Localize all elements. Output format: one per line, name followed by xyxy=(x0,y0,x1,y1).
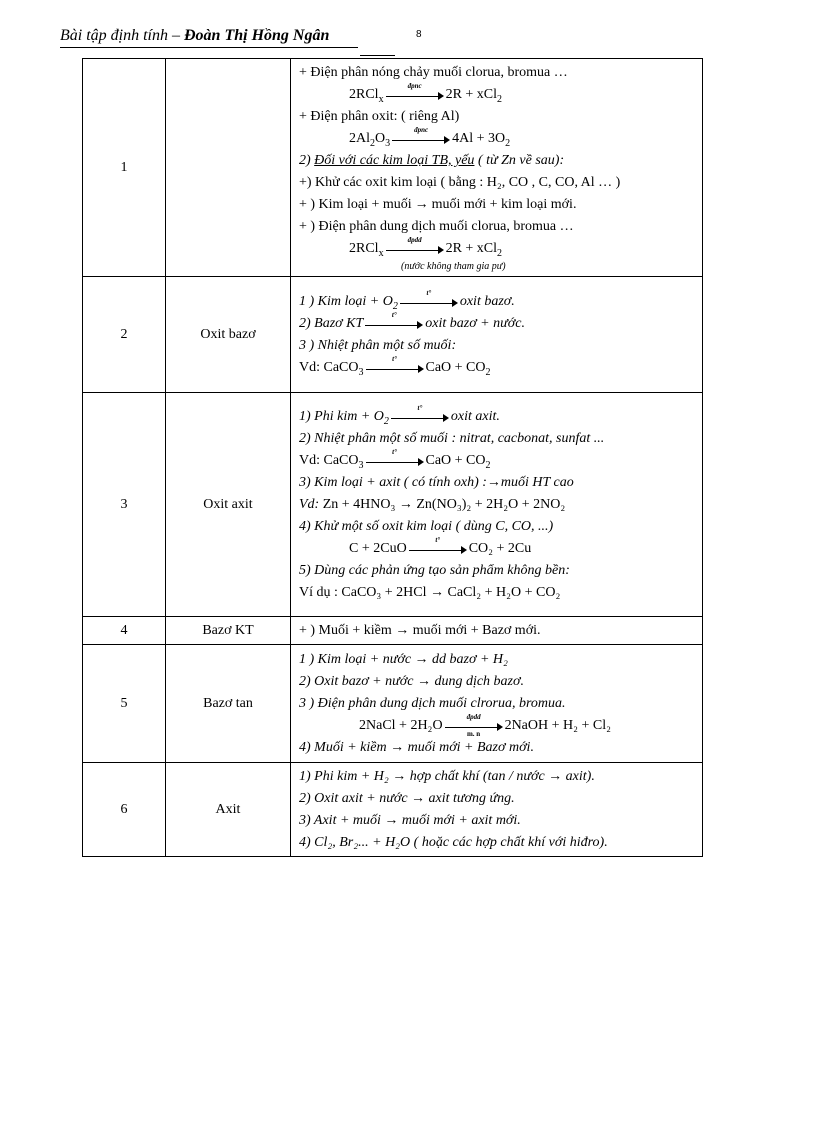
line: 1) Phi kim + $O_2$ t° oxit axit. xyxy=(299,403,500,427)
row-label: Bazơ tan xyxy=(166,645,291,763)
line: 1 ) Kim loại + $O_2$ t° oxit bazơ. xyxy=(299,288,515,312)
line: + Điện phân nóng chảy muối clorua, bromua … xyxy=(299,65,568,80)
equation: C + 2CuO t° CO₂ + 2Cu xyxy=(349,535,532,556)
line: 4) Muối + kiềm → muối mới + Bazơ mới. xyxy=(299,740,534,755)
table-row xyxy=(83,617,703,645)
arrow-icon: t° xyxy=(366,361,424,375)
line: 4) Cl₂, Br₂... + H₂O ( hoặc các hợp chất khí với hiđro). xyxy=(299,835,608,850)
row-label: Oxit bazơ xyxy=(166,277,291,393)
line: 1) Phi kim + H₂ → hợp chất khí (tan / nước → axit). xyxy=(299,769,595,784)
equation: Vd: CaCO$_3$ t° CaO + $CO_2$ xyxy=(299,447,491,471)
line: 3) Axit + muối → muối mới + axit mới. xyxy=(299,813,521,828)
table-row xyxy=(83,763,703,857)
line: 2) Oxit axit + nước → axit tương ứng. xyxy=(299,791,515,806)
line: 2) Bazơ KT t° oxit bazơ + nước. xyxy=(299,310,525,331)
line: + ) Muối + kiềm → muối mới + Bazơ mới. xyxy=(299,623,541,638)
line: 2) Nhiệt phân một số muối : nitrat, cacbonat, sunfat ... xyxy=(299,431,605,446)
row-content xyxy=(291,617,703,645)
line: + Điện phân oxit: ( riêng Al) xyxy=(299,109,460,124)
line: 3 ) Nhiệt phân một số muối: xyxy=(299,338,457,353)
equation: Vd: CaCO$_3$ t° CaO + $CO_2$ xyxy=(299,354,491,378)
line: + ) Điện phân dung dịch muối clorua, bromua … xyxy=(299,219,574,234)
row-content xyxy=(291,59,703,277)
line: 2) Oxit bazơ + nước → dung dịch bazơ. xyxy=(299,674,524,689)
arrow-icon: t° xyxy=(409,542,467,556)
arrow-icon: đpdd xyxy=(386,242,444,256)
line: +) Khử các oxit kim loại ( bằng : H₂, CO , C, CO, Al … ) xyxy=(299,175,621,190)
arrow-icon: t° xyxy=(366,454,424,468)
row-number: 2 xyxy=(83,277,166,393)
header-underline xyxy=(60,47,358,48)
equation: Vd: Zn + 4HNO₃ → Zn(NO₃)₂ + 2H₂O + 2NO₂ xyxy=(299,497,566,512)
page-number: 8 xyxy=(416,29,422,40)
equation: Ví dụ : CaCO₃ + 2HCl → CaCl₂ + H₂O + CO₂ xyxy=(299,585,561,600)
row-content xyxy=(291,277,703,393)
line: 5) Dùng các phản ứng tạo sản phẩm không bền: xyxy=(299,563,570,578)
table-row xyxy=(83,277,703,393)
arrow-icon: đpnc xyxy=(392,132,450,146)
arrow-icon: t° xyxy=(365,317,423,331)
row-number: 6 xyxy=(83,763,166,857)
line: 4) Khử một số oxit kim loại ( dùng C, CO, ...) xyxy=(299,519,554,534)
row-number: 3 xyxy=(83,393,166,617)
arrow-icon: t° xyxy=(391,410,449,424)
row-label: Bazơ KT xyxy=(166,617,291,645)
equation: 2RCl$_x$ đpdd 2R + xCl$_2$ xyxy=(349,235,503,259)
row-content xyxy=(291,645,703,763)
header-author: Đoàn Thị Hồng Ngân xyxy=(184,27,330,44)
row-label xyxy=(166,59,291,277)
line: 3 ) Điện phân dung dịch muối clrorua, bromua. xyxy=(299,696,566,711)
equation: $2Al_2O_3$ đpnc $4Al + 3O_2$ xyxy=(349,125,511,149)
equation: 2RCl$_x$ đpnc 2R + xCl$_2$ xyxy=(349,81,503,105)
line: 1 ) Kim loại + nước → dd bazơ + H₂ xyxy=(299,652,508,667)
arrow-icon: t° xyxy=(400,295,458,309)
equation: 2NaCl + 2H₂O đpdd m. n 2NaOH + H₂ + Cl₂ xyxy=(359,712,611,738)
row-label: Axit xyxy=(166,763,291,857)
table-row xyxy=(83,645,703,763)
row-number: 4 xyxy=(83,617,166,645)
page-header xyxy=(60,27,329,45)
content-table xyxy=(82,58,703,857)
row-content xyxy=(291,393,703,617)
table-row xyxy=(83,393,703,617)
row-label: Oxit axit xyxy=(166,393,291,617)
row-content xyxy=(291,763,703,857)
header-rule xyxy=(360,55,395,56)
arrow-icon: đpnc xyxy=(386,88,444,102)
line: + ) Kim loại + muối → muối mới + kim loại mới. xyxy=(299,197,577,212)
line: 2) Đối với các kim loại TB, yếu ( từ Zn về sau): xyxy=(299,153,565,168)
row-number: 5 xyxy=(83,645,166,763)
arrow-icon: đpdd m. n xyxy=(445,719,503,733)
line: 3) Kim loại + axit ( có tính oxh) :→muối HT cao xyxy=(299,475,574,490)
note: (nước không tham gia pư) xyxy=(401,261,506,272)
table-row xyxy=(83,59,703,277)
header-subject: Bài tập định tính – xyxy=(60,27,184,44)
row-number: 1 xyxy=(83,59,166,277)
